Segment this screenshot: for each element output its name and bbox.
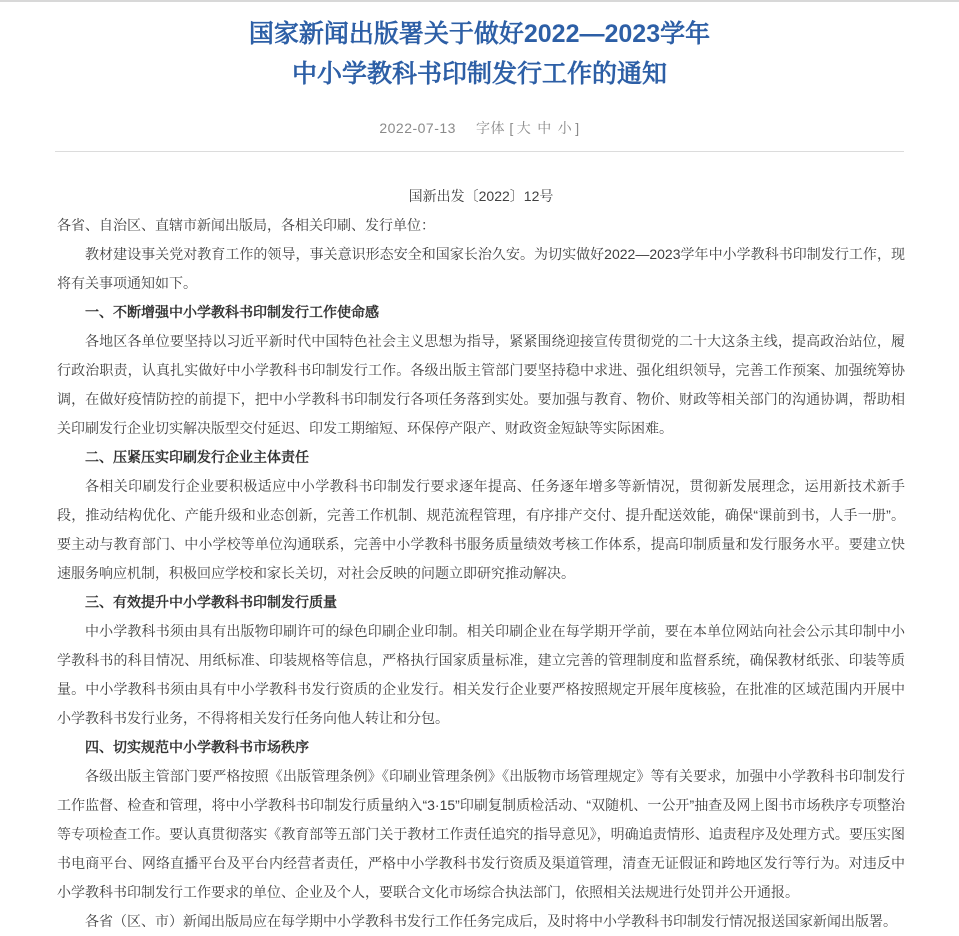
page-title-line-1: 国家新闻出版署关于做好2022—2023学年 bbox=[248, 20, 711, 48]
page-title bbox=[40, 14, 919, 94]
title-divider bbox=[55, 151, 904, 152]
intro-paragraph: 教材建设事关党对教育工作的领导，事关意识形态安全和国家长治久安。为切实做好2022—2023学年中小学教科书印制发行工作，现将有关事项通知如下。 bbox=[57, 246, 905, 291]
meta-row bbox=[0, 118, 959, 138]
notice-section-3 bbox=[57, 588, 905, 733]
font-size-large-button[interactable]: 大 bbox=[516, 120, 532, 136]
notice-section-1 bbox=[57, 298, 905, 443]
notice-section-4 bbox=[57, 733, 905, 907]
section-1-paragraph: 各地区各单位要坚持以习近平新时代中国特色社会主义思想为指导，紧紧围绕迎接宣传贯彻党的二十大这条主线，提高政治站位，履行政治职责，认真扎实做好中小学教科书印制发行工作。各级出版主管部门要坚持稳中求进、强化组织领导，完善工作预案、加强统筹协调，在做好疫情防控的前提下，把中小学教科书印制发行各项任务落到实处。要加强与教育、物价、财政等相关部门的沟通协调，帮助相关印刷发行企业切实解决版型交付延迟、印发工期缩短、环保停产限产、财政资金短缺等实际困难。 bbox=[57, 333, 905, 436]
section-2-heading: 二、压紧压实印刷发行企业主体责任 bbox=[85, 449, 309, 465]
section-4-paragraph: 各级出版主管部门要严格按照《出版管理条例》《印刷业管理条例》《出版物市场管理规定》等有关要求，加强中小学教科书印制发行工作监督、检查和管理，将中小学教科书印制发行质量纳入“3·15”印刷复制质检活动、“双随机、一公开”抽查及网上图书市场秩序专项整治等专项检查工作。要认真贯彻落实《教育部等五部门关于教材工作责任追究的指导意见》，明确追责情形、追责程序及处理方式。要压实图书电商平台、网络直播平台及平台内经营者责任，严格中小学教科书发行资质及渠道管理，清查无证假证和跨地区发行等行为。对违反中小学教科书印制发行工作要求的单位、企业及个人，要联合文化市场综合执法部门，依照相关法规进行处罚并公开通报。 bbox=[57, 768, 905, 900]
section-3-heading: 三、有效提升中小学教科书印制发行质量 bbox=[85, 594, 337, 610]
font-size-small-button[interactable]: 小 bbox=[557, 120, 573, 136]
salutation: 各省、自治区、直辖市新闻出版局，各相关印刷、发行单位： bbox=[57, 217, 435, 233]
page-title-line-2: 中小学教科书印制发行工作的通知 bbox=[291, 60, 667, 88]
section-4-heading: 四、切实规范中小学教科书市场秩序 bbox=[85, 739, 309, 755]
section-3-paragraph: 中小学教科书须由具有出版物印刷许可的绿色印刷企业印制。相关印刷企业在每学期开学前，要在本单位网站向社会公示其印制中小学教科书的科目情况、用纸标准、印装规格等信息，严格执行国家质量标准，建立完善的管理制度和监督系统，确保教材纸张、印装等质量。中小学教科书须由具有中小学教科书发行资质的企业发行。相关发行企业要严格按照规定开展年度核验，在批准的区域范围内开展中小学教科书发行业务，不得将相关发行任务向他人转让和分包。 bbox=[57, 623, 905, 726]
section-2-paragraph: 各相关印刷发行企业要积极适应中小学教科书印制发行要求逐年提高、任务逐年增多等新情况，贯彻新发展理念，运用新技术新手段，推动结构优化、产能升级和业态创新，完善工作机制、规范流程管理，有序排产交付、提升配送效能，确保“课前到书，人手一册”。要主动与教育部门、中小学校等单位沟通联系，完善中小学教科书服务质量绩效考核工作体系，提高印制质量和发行服务水平。要建立快速服务响应机制，积极回应学校和家长关切，对社会反映的问题立即研究推动解决。 bbox=[57, 478, 905, 581]
doc-number: 国新出发〔2022〕12号 bbox=[408, 188, 554, 204]
top-border bbox=[0, 0, 959, 2]
notice-article bbox=[57, 182, 905, 936]
font-size-bracket-close: ] bbox=[575, 120, 580, 136]
publish-date: 2022-07-13 bbox=[379, 120, 456, 136]
font-size-bracket-open: [ bbox=[509, 120, 514, 136]
font-size-label: 字体 bbox=[475, 120, 505, 136]
section-1-heading: 一、不断增强中小学教科书印制发行工作使命感 bbox=[85, 304, 379, 320]
font-size-medium-button[interactable]: 中 bbox=[537, 120, 552, 136]
notice-section-2 bbox=[57, 443, 905, 588]
closing-paragraph: 各省（区、市）新闻出版局应在每学期中小学教科书发行工作任务完成后，及时将中小学教科书印制发行情况报送国家新闻出版署。 bbox=[85, 913, 897, 929]
